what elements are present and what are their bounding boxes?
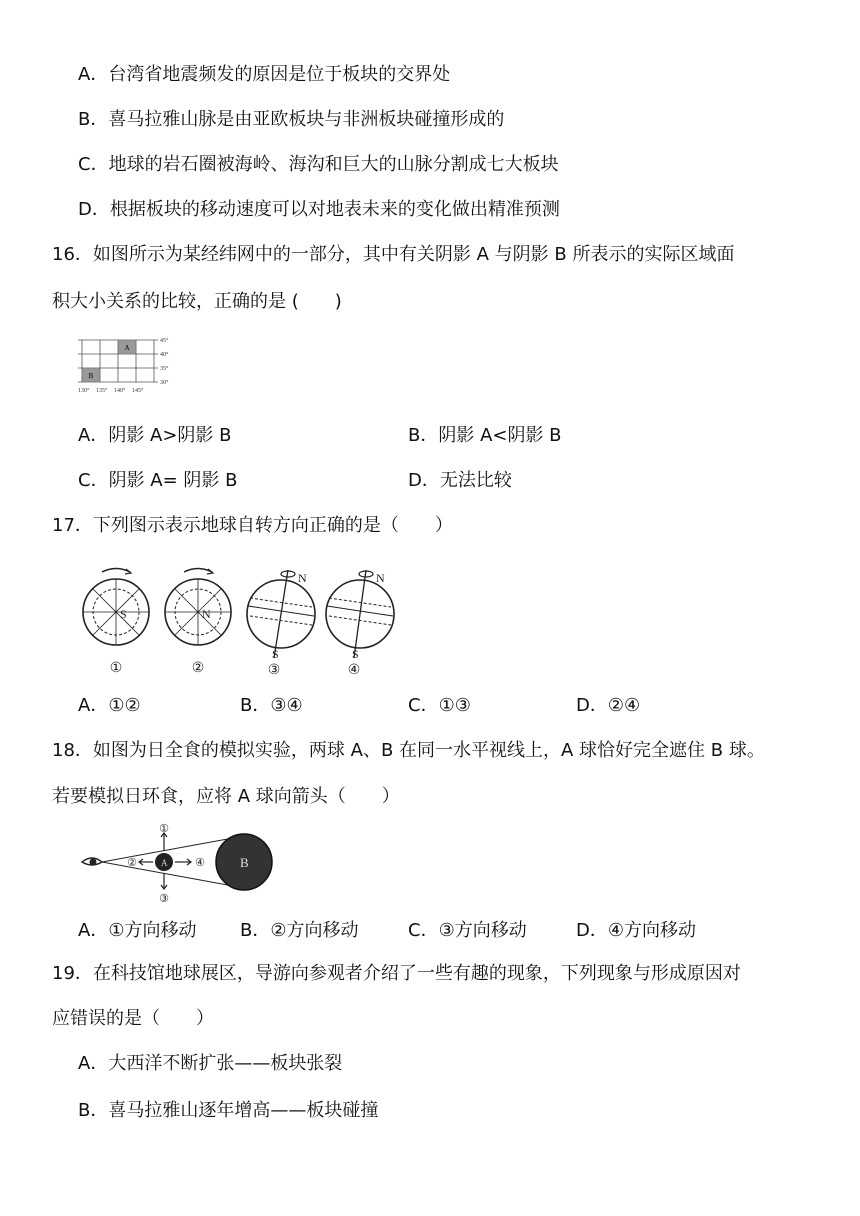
q16-option-a: A．阴影 A>阴影 B [78,425,232,446]
lat-label-30: 30° [160,380,169,386]
globe-4-north-label: N [376,571,385,585]
q17-option-a: A．①② [78,695,141,716]
globe-1 [83,569,149,646]
eye-icon [82,858,102,865]
lat-label-40: 40° [160,352,169,358]
q18-eclipse-experiment-figure [76,822,276,908]
q17-option-b: B．③④ [240,695,303,716]
globe-2-pole-label: N [202,607,211,621]
lat-label-45: 45° [160,338,169,344]
q19-option-a: A．大西洋不断扩张——板块张裂 [78,1053,343,1074]
q19-option-b: B．喜马拉雅山逐年增高——板块碰撞 [78,1100,379,1121]
q15-option-a: A．台湾省地震频发的原因是位于板块的交界处 [78,64,451,85]
cell-b-label: B [88,372,94,380]
q15-option-c: C．地球的岩石圈被海岭、海沟和巨大的山脉分割成七大板块 [78,154,559,175]
q16-lat-lon-grid-figure [76,334,172,398]
globe-4-label: ④ [347,663,361,678]
q15-option-d: D．根据板块的移动速度可以对地表未来的变化做出精准预测 [78,199,560,220]
globe-3-label: ③ [267,663,281,678]
ball-a-label: A [161,858,168,868]
arrow-3-label: ③ [159,893,169,905]
q18-stem-line1: 18．如图为日全食的模拟实验，两球 A、B 在同一水平视线上，A 球恰好完全遮住 B 球。 [52,740,765,761]
arrow-4-label: ④ [195,857,205,869]
q18-stem-line2: 若要模拟日环食，应将 A 球向箭头（ ） [52,786,400,807]
lon-label-140: 140° [114,388,126,394]
q17-option-d: D．②④ [576,695,641,716]
globe-1-label: ① [109,661,123,676]
q17-earth-rotation-figure [76,560,406,682]
lat-label-35: 35° [160,366,169,372]
q16-option-b: B．阴影 A<阴影 B [408,425,562,446]
q18-option-d: D．④方向移动 [576,920,696,941]
q16-stem-line1: 16．如图所示为某经纬网中的一部分，其中有关阴影 A 与阴影 B 所表示的实际区域面 [52,244,735,265]
globe-4-south-label: S [352,647,359,661]
ball-b-label: B [240,855,249,870]
q18-option-c: C．③方向移动 [408,920,527,941]
q15-option-b: B．喜马拉雅山脉是由亚欧板块与非洲板块碰撞形成的 [78,109,505,130]
globe-1-pole-label: S [120,607,127,621]
q19-stem-line1: 19．在科技馆地球展区，导游向参观者介绍了一些有趣的现象，下列现象与形成原因对 [52,963,741,984]
globe-3-north-label: N [298,571,307,585]
globe-2 [165,569,231,646]
q16-option-c: C．阴影 A= 阴影 B [78,470,238,491]
q18-option-b: B．②方向移动 [240,920,359,941]
q17-option-c: C．①③ [408,695,471,716]
q16-stem-line2: 积大小关系的比较，正确的是 ( ) [52,291,342,312]
q19-stem-line2: 应错误的是（ ） [52,1008,214,1029]
q16-option-d: D．无法比较 [408,470,512,491]
lon-label-145: 145° [132,388,144,394]
globe-3-south-label: S [272,647,279,661]
cell-a-label: A [124,344,130,352]
lon-label-135: 135° [96,388,108,394]
q18-option-a: A．①方向移动 [78,920,197,941]
arrow-2-label: ② [127,857,137,869]
q17-stem: 17．下列图示表示地球自转方向正确的是（ ） [52,515,453,536]
lon-label-130: 130° [78,388,90,394]
arrow-1-label: ① [159,823,169,835]
globe-2-label: ② [191,661,205,676]
